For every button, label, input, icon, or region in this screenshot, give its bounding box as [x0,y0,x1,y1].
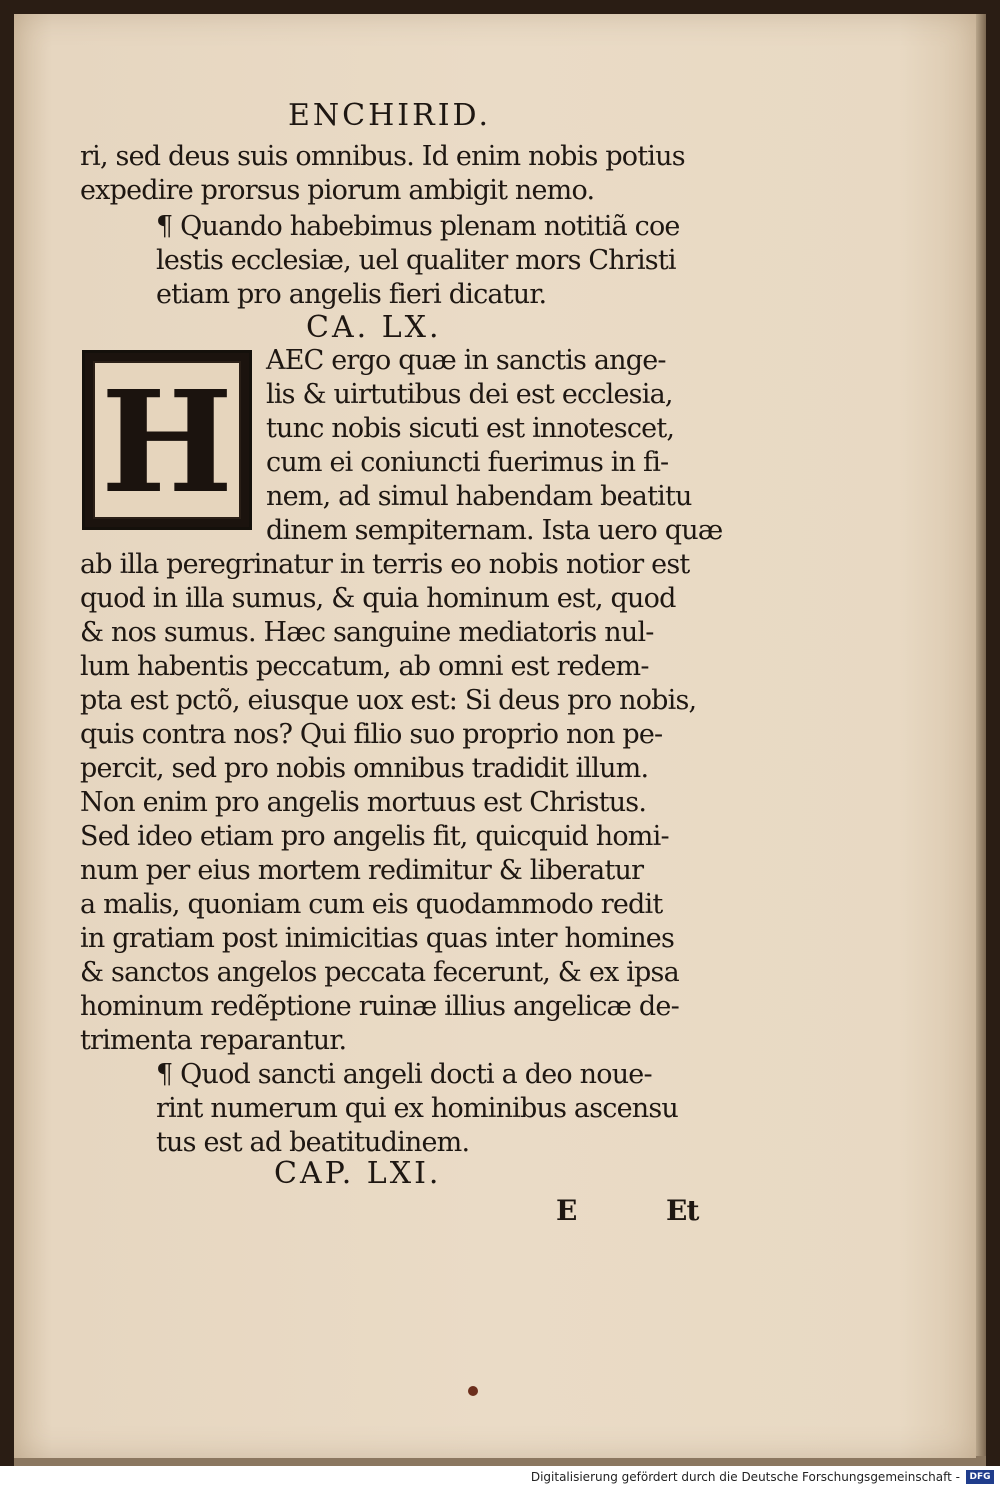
text-line: Sed ideo etiam pro angelis fit, quicquid homi- [80,821,669,852]
text-line: & sanctos angelos peccata fecerunt, & ex ipsa [80,957,679,988]
text-line: num per eius mortem redimitur & liberatur [80,855,644,886]
chapter-heading-line: rint numerum qui ex hominibus ascensu [156,1093,678,1124]
initial-letter: H [100,361,234,525]
chapter-heading-line: etiam pro angelis fieri dicatur. [156,279,547,310]
text-line: percit, sed pro nobis omnibus tradidit illum. [80,753,649,784]
text-line: tunc nobis sicuti est innotescet, [266,413,675,444]
text-line: trimenta reparantur. [80,1025,347,1056]
signature-mark: E [556,1194,577,1227]
text-line: ab illa peregrinatur in terris eo nobis notior est [80,549,690,580]
text-line: nem, ad simul habendam beatitu [266,481,692,512]
footer-credit: Digitalisierung gefördert durch die Deutsche Forschungsgemeinschaft - [530,1470,960,1484]
chapter-heading-line: ¶ Quando habebimus plenam notitiã coe [156,211,680,242]
chapter-heading-line: ¶ Quod sancti angeli docti a deo noue- [156,1059,652,1090]
chapter-heading-line: lestis ecclesiæ, uel qualiter mors Christi [156,245,676,276]
text-line: hominum redẽptione ruinæ illius angelicæ de- [80,991,679,1022]
initial-frame [93,361,241,525]
chapter-number: CAP. LXI. [274,1156,442,1191]
footer-bar [0,1468,1000,1488]
text-line: a malis, quoniam cum eis quodammodo redit [80,889,663,920]
text-line: quod in illa sumus, & quia hominum est, quod [80,583,676,614]
page-edge [976,14,986,1464]
dfg-logo-icon: DFG [966,1470,994,1484]
text-line: lum habentis peccatum, ab omni est redem- [80,651,649,682]
chapter-number: CA. LX. [306,310,442,345]
running-head: ENCHIRID. [288,98,492,133]
text-line: dinem sempiternam. Ista uero quæ [266,515,723,546]
text-line: quis contra nos? Qui filio suo proprio non pe- [80,719,663,750]
text-line: cum ei coniuncti fuerimus in fi- [266,447,669,478]
text-line: Non enim pro angelis mortuus est Christus. [80,787,647,818]
text-line: & nos sumus. Hæc sanguine mediatoris nul- [80,617,654,648]
chapter-heading-line: tus est ad beatitudinem. [156,1127,470,1158]
text-line: in gratiam post inimicitias quas inter homines [80,923,675,954]
text-line: expedire prorsus piorum ambigit nemo. [80,175,595,206]
text-line: ri, sed deus suis omnibus. Id enim nobis potius [80,141,685,172]
text-line: AEC ergo quæ in sanctis ange- [266,345,666,376]
text-line: lis & uirtutibus dei est ecclesia, [266,379,673,410]
decorated-initial [82,350,252,530]
catchword: Et [666,1194,699,1227]
text-line: pta est pctõ, eiusque uox est: Si deus pro nobis, [80,685,697,716]
ink-spot [468,1386,478,1396]
